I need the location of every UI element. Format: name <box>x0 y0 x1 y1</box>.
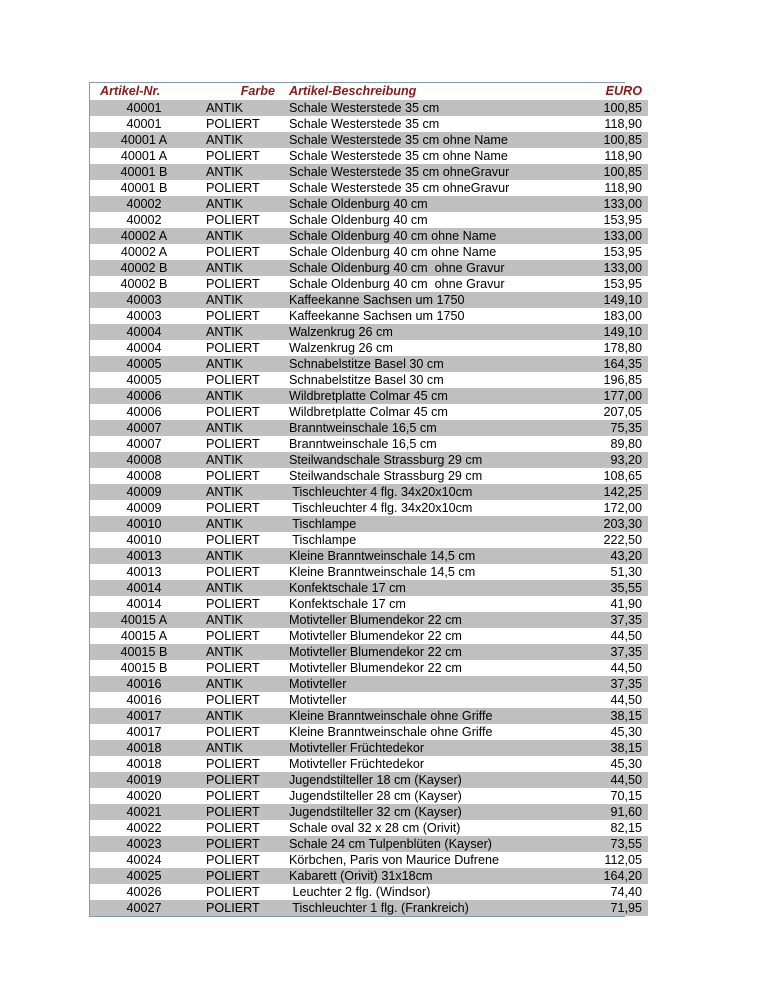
farbe-cell: ANTIK <box>198 260 281 276</box>
artikel-nr-cell: 40023 <box>90 836 198 852</box>
table-row <box>90 516 648 532</box>
table-row <box>90 212 648 228</box>
farbe-cell: ANTIK <box>198 612 281 628</box>
artikel-nr-cell: 40001 B <box>90 180 198 196</box>
artikel-nr-cell: 40001 <box>90 116 198 132</box>
artikel-nr-cell: 40001 <box>90 100 198 116</box>
farbe-cell: POLIERT <box>198 148 281 164</box>
euro-cell: 153,95 <box>547 212 648 228</box>
beschreibung-cell: Jugendstilteller 18 cm (Kayser) <box>281 772 547 788</box>
table-row <box>90 500 648 516</box>
artikel-nr-cell: 40015 B <box>90 660 198 676</box>
farbe-cell: POLIERT <box>198 596 281 612</box>
beschreibung-cell: Motivteller Früchtedekor <box>281 756 547 772</box>
artikel-nr-cell: 40002 B <box>90 276 198 292</box>
euro-cell: 51,30 <box>547 564 648 580</box>
artikel-nr-cell: 40001 B <box>90 164 198 180</box>
beschreibung-cell: Kaffeekanne Sachsen um 1750 <box>281 308 547 324</box>
farbe-cell: POLIERT <box>198 276 281 292</box>
euro-cell: 44,50 <box>547 628 648 644</box>
farbe-cell: POLIERT <box>198 564 281 580</box>
artikel-nr-cell: 40005 <box>90 372 198 388</box>
euro-cell: 133,00 <box>547 260 648 276</box>
table-row <box>90 564 648 580</box>
table-row <box>90 356 648 372</box>
euro-cell: 89,80 <box>547 436 648 452</box>
table-row <box>90 340 648 356</box>
table-row <box>90 164 648 180</box>
table-row <box>90 708 648 724</box>
euro-cell: 203,30 <box>547 516 648 532</box>
farbe-cell: ANTIK <box>198 676 281 692</box>
euro-cell: 100,85 <box>547 100 648 116</box>
euro-cell: 207,05 <box>547 404 648 420</box>
beschreibung-cell: Motivteller Blumendekor 22 cm <box>281 612 547 628</box>
table-row <box>90 196 648 212</box>
artikel-nr-cell: 40027 <box>90 900 198 916</box>
euro-cell: 45,30 <box>547 724 648 740</box>
farbe-cell: POLIERT <box>198 788 281 804</box>
euro-cell: 75,35 <box>547 420 648 436</box>
table-row <box>90 116 648 132</box>
price-list-sheet <box>89 82 642 917</box>
table-row <box>90 628 648 644</box>
farbe-cell: ANTIK <box>198 324 281 340</box>
euro-cell: 93,20 <box>547 452 648 468</box>
artikel-nr-cell: 40014 <box>90 580 198 596</box>
header-euro: EURO <box>547 83 648 100</box>
farbe-cell: ANTIK <box>198 388 281 404</box>
farbe-cell: POLIERT <box>198 372 281 388</box>
table-row <box>90 724 648 740</box>
table-row <box>90 676 648 692</box>
artikel-nr-cell: 40002 <box>90 196 198 212</box>
farbe-cell: ANTIK <box>198 548 281 564</box>
farbe-cell: POLIERT <box>198 756 281 772</box>
artikel-nr-cell: 40017 <box>90 724 198 740</box>
artikel-nr-cell: 40019 <box>90 772 198 788</box>
artikel-nr-cell: 40015 B <box>90 644 198 660</box>
euro-cell: 153,95 <box>547 276 648 292</box>
table-row <box>90 580 648 596</box>
beschreibung-cell: Motivteller Blumendekor 22 cm <box>281 628 547 644</box>
euro-cell: 44,50 <box>547 660 648 676</box>
beschreibung-cell: Tischleuchter 4 flg. 34x20x10cm <box>281 484 547 500</box>
farbe-cell: POLIERT <box>198 820 281 836</box>
table-row <box>90 804 648 820</box>
table-row <box>90 692 648 708</box>
beschreibung-cell: Schale oval 32 x 28 cm (Orivit) <box>281 820 547 836</box>
beschreibung-cell: Tischlampe <box>281 532 547 548</box>
farbe-cell: POLIERT <box>198 660 281 676</box>
euro-cell: 108,65 <box>547 468 648 484</box>
euro-cell: 196,85 <box>547 372 648 388</box>
euro-cell: 91,60 <box>547 804 648 820</box>
euro-cell: 118,90 <box>547 180 648 196</box>
table-row <box>90 292 648 308</box>
farbe-cell: POLIERT <box>198 500 281 516</box>
table-row <box>90 100 648 116</box>
farbe-cell: POLIERT <box>198 532 281 548</box>
beschreibung-cell: Schale Westerstede 35 cm ohne Name <box>281 148 547 164</box>
artikel-nr-cell: 40006 <box>90 404 198 420</box>
artikel-nr-cell: 40010 <box>90 516 198 532</box>
artikel-nr-cell: 40001 A <box>90 132 198 148</box>
farbe-cell: POLIERT <box>198 340 281 356</box>
euro-cell: 133,00 <box>547 228 648 244</box>
euro-cell: 149,10 <box>547 292 648 308</box>
header-beschreibung: Artikel-Beschreibung <box>281 83 547 100</box>
artikel-nr-cell: 40002 A <box>90 244 198 260</box>
beschreibung-cell: Schnabelstitze Basel 30 cm <box>281 372 547 388</box>
euro-cell: 74,40 <box>547 884 648 900</box>
euro-cell: 133,00 <box>547 196 648 212</box>
beschreibung-cell: Steilwandschale Strassburg 29 cm <box>281 452 547 468</box>
table-row <box>90 308 648 324</box>
artikel-nr-cell: 40009 <box>90 484 198 500</box>
euro-cell: 44,50 <box>547 692 648 708</box>
beschreibung-cell: Schale Oldenburg 40 cm ohne Name <box>281 228 547 244</box>
euro-cell: 73,55 <box>547 836 648 852</box>
table-row <box>90 900 648 916</box>
euro-cell: 44,50 <box>547 772 648 788</box>
euro-cell: 100,85 <box>547 164 648 180</box>
artikel-nr-cell: 40006 <box>90 388 198 404</box>
beschreibung-cell: Branntweinschale 16,5 cm <box>281 420 547 436</box>
farbe-cell: POLIERT <box>198 628 281 644</box>
beschreibung-cell: Kleine Branntweinschale 14,5 cm <box>281 564 547 580</box>
table-row <box>90 484 648 500</box>
table-row <box>90 596 648 612</box>
table-row <box>90 740 648 756</box>
artikel-nr-cell: 40007 <box>90 420 198 436</box>
artikel-nr-cell: 40004 <box>90 324 198 340</box>
euro-cell: 38,15 <box>547 708 648 724</box>
farbe-cell: POLIERT <box>198 900 281 916</box>
beschreibung-cell: Schnabelstitze Basel 30 cm <box>281 356 547 372</box>
table-row <box>90 436 648 452</box>
artikel-nr-cell: 40021 <box>90 804 198 820</box>
table-row <box>90 548 648 564</box>
artikel-nr-cell: 40014 <box>90 596 198 612</box>
table-row <box>90 868 648 884</box>
farbe-cell: ANTIK <box>198 132 281 148</box>
farbe-cell: POLIERT <box>198 212 281 228</box>
beschreibung-cell: Steilwandschale Strassburg 29 cm <box>281 468 547 484</box>
beschreibung-cell: Schale Westerstede 35 cm <box>281 100 547 116</box>
euro-cell: 178,80 <box>547 340 648 356</box>
artikel-nr-cell: 40005 <box>90 356 198 372</box>
artikel-nr-cell: 40020 <box>90 788 198 804</box>
farbe-cell: ANTIK <box>198 420 281 436</box>
artikel-nr-cell: 40017 <box>90 708 198 724</box>
farbe-cell: POLIERT <box>198 836 281 852</box>
euro-cell: 149,10 <box>547 324 648 340</box>
artikel-nr-cell: 40018 <box>90 756 198 772</box>
artikel-nr-cell: 40024 <box>90 852 198 868</box>
farbe-cell: ANTIK <box>198 164 281 180</box>
beschreibung-cell: Wildbretplatte Colmar 45 cm <box>281 388 547 404</box>
artikel-nr-cell: 40002 B <box>90 260 198 276</box>
table-row <box>90 852 648 868</box>
euro-cell: 142,25 <box>547 484 648 500</box>
beschreibung-cell: Walzenkrug 26 cm <box>281 324 547 340</box>
euro-cell: 118,90 <box>547 116 648 132</box>
artikel-nr-cell: 40003 <box>90 308 198 324</box>
table-row <box>90 532 648 548</box>
euro-cell: 43,20 <box>547 548 648 564</box>
farbe-cell: POLIERT <box>198 852 281 868</box>
farbe-cell: POLIERT <box>198 436 281 452</box>
farbe-cell: POLIERT <box>198 244 281 260</box>
beschreibung-cell: Tischleuchter 4 flg. 34x20x10cm <box>281 500 547 516</box>
farbe-cell: ANTIK <box>198 708 281 724</box>
table-row <box>90 612 648 628</box>
beschreibung-cell: Motivteller Früchtedekor <box>281 740 547 756</box>
euro-cell: 71,95 <box>547 900 648 916</box>
beschreibung-cell: Motivteller <box>281 692 547 708</box>
euro-cell: 100,85 <box>547 132 648 148</box>
farbe-cell: POLIERT <box>198 884 281 900</box>
table-row <box>90 884 648 900</box>
artikel-nr-cell: 40022 <box>90 820 198 836</box>
beschreibung-cell: Konfektschale 17 cm <box>281 596 547 612</box>
farbe-cell: ANTIK <box>198 100 281 116</box>
beschreibung-cell: Jugendstilteller 32 cm (Kayser) <box>281 804 547 820</box>
beschreibung-cell: Kabarett (Orivit) 31x18cm <box>281 868 547 884</box>
beschreibung-cell: Schale Westerstede 35 cm ohneGravur <box>281 164 547 180</box>
artikel-nr-cell: 40001 A <box>90 148 198 164</box>
table-row <box>90 820 648 836</box>
table-body <box>90 100 648 916</box>
artikel-nr-cell: 40007 <box>90 436 198 452</box>
artikel-nr-cell: 40008 <box>90 468 198 484</box>
table-row <box>90 388 648 404</box>
artikel-nr-cell: 40009 <box>90 500 198 516</box>
beschreibung-cell: Motivteller Blumendekor 22 cm <box>281 660 547 676</box>
beschreibung-cell: Schale Westerstede 35 cm ohne Name <box>281 132 547 148</box>
beschreibung-cell: Konfektschale 17 cm <box>281 580 547 596</box>
farbe-cell: POLIERT <box>198 804 281 820</box>
table-row <box>90 180 648 196</box>
farbe-cell: ANTIK <box>198 644 281 660</box>
beschreibung-cell: Kleine Branntweinschale ohne Griffe <box>281 708 547 724</box>
beschreibung-cell: Tischlampe <box>281 516 547 532</box>
table-row <box>90 276 648 292</box>
euro-cell: 82,15 <box>547 820 648 836</box>
artikel-nr-cell: 40002 A <box>90 228 198 244</box>
farbe-cell: ANTIK <box>198 516 281 532</box>
farbe-cell: POLIERT <box>198 724 281 740</box>
table-row <box>90 228 648 244</box>
artikel-nr-cell: 40010 <box>90 532 198 548</box>
artikel-nr-cell: 40004 <box>90 340 198 356</box>
beschreibung-cell: Schale Oldenburg 40 cm ohne Name <box>281 244 547 260</box>
beschreibung-cell: Tischleuchter 1 flg. (Frankreich) <box>281 900 547 916</box>
farbe-cell: ANTIK <box>198 196 281 212</box>
beschreibung-cell: Schale 24 cm Tulpenblüten (Kayser) <box>281 836 547 852</box>
beschreibung-cell: Schale Oldenburg 40 cm ohne Gravur <box>281 260 547 276</box>
header-artikel-nr: Artikel-Nr. <box>90 83 198 100</box>
artikel-nr-cell: 40013 <box>90 564 198 580</box>
beschreibung-cell: Schale Oldenburg 40 cm <box>281 196 547 212</box>
farbe-cell: POLIERT <box>198 868 281 884</box>
beschreibung-cell: Schale Westerstede 35 cm ohneGravur <box>281 180 547 196</box>
table-row <box>90 772 648 788</box>
euro-cell: 37,35 <box>547 676 648 692</box>
euro-cell: 183,00 <box>547 308 648 324</box>
artikel-nr-cell: 40018 <box>90 740 198 756</box>
artikel-nr-cell: 40013 <box>90 548 198 564</box>
artikel-nr-cell: 40003 <box>90 292 198 308</box>
farbe-cell: ANTIK <box>198 740 281 756</box>
price-table <box>90 83 648 916</box>
farbe-cell: POLIERT <box>198 116 281 132</box>
euro-cell: 35,55 <box>547 580 648 596</box>
beschreibung-cell: Schale Westerstede 35 cm <box>281 116 547 132</box>
table-row <box>90 420 648 436</box>
euro-cell: 38,15 <box>547 740 648 756</box>
euro-cell: 41,90 <box>547 596 648 612</box>
euro-cell: 153,95 <box>547 244 648 260</box>
euro-cell: 45,30 <box>547 756 648 772</box>
farbe-cell: POLIERT <box>198 180 281 196</box>
beschreibung-cell: Branntweinschale 16,5 cm <box>281 436 547 452</box>
artikel-nr-cell: 40026 <box>90 884 198 900</box>
artikel-nr-cell: 40016 <box>90 676 198 692</box>
euro-cell: 172,00 <box>547 500 648 516</box>
table-row <box>90 404 648 420</box>
beschreibung-cell: Körbchen, Paris von Maurice Dufrene <box>281 852 547 868</box>
artikel-nr-cell: 40025 <box>90 868 198 884</box>
euro-cell: 222,50 <box>547 532 648 548</box>
farbe-cell: ANTIK <box>198 580 281 596</box>
farbe-cell: POLIERT <box>198 692 281 708</box>
euro-cell: 37,35 <box>547 644 648 660</box>
beschreibung-cell: Schale Oldenburg 40 cm <box>281 212 547 228</box>
euro-cell: 164,20 <box>547 868 648 884</box>
table-row <box>90 132 648 148</box>
table-row <box>90 452 648 468</box>
beschreibung-cell: Jugendstilteller 28 cm (Kayser) <box>281 788 547 804</box>
euro-cell: 37,35 <box>547 612 648 628</box>
header-row <box>90 83 648 100</box>
farbe-cell: ANTIK <box>198 292 281 308</box>
beschreibung-cell: Motivteller <box>281 676 547 692</box>
farbe-cell: ANTIK <box>198 484 281 500</box>
beschreibung-cell: Schale Oldenburg 40 cm ohne Gravur <box>281 276 547 292</box>
euro-cell: 177,00 <box>547 388 648 404</box>
table-row <box>90 788 648 804</box>
farbe-cell: POLIERT <box>198 404 281 420</box>
euro-cell: 112,05 <box>547 852 648 868</box>
euro-cell: 118,90 <box>547 148 648 164</box>
table-row <box>90 836 648 852</box>
artikel-nr-cell: 40002 <box>90 212 198 228</box>
farbe-cell: POLIERT <box>198 308 281 324</box>
beschreibung-cell: Leuchter 2 flg. (Windsor) <box>281 884 547 900</box>
table-row <box>90 644 648 660</box>
artikel-nr-cell: 40015 A <box>90 628 198 644</box>
artikel-nr-cell: 40016 <box>90 692 198 708</box>
table-row <box>90 324 648 340</box>
farbe-cell: POLIERT <box>198 772 281 788</box>
artikel-nr-cell: 40015 A <box>90 612 198 628</box>
beschreibung-cell: Kaffeekanne Sachsen um 1750 <box>281 292 547 308</box>
table-row <box>90 372 648 388</box>
beschreibung-cell: Walzenkrug 26 cm <box>281 340 547 356</box>
table-row <box>90 756 648 772</box>
farbe-cell: ANTIK <box>198 356 281 372</box>
euro-cell: 164,35 <box>547 356 648 372</box>
beschreibung-cell: Kleine Branntweinschale ohne Griffe <box>281 724 547 740</box>
beschreibung-cell: Kleine Branntweinschale 14,5 cm <box>281 548 547 564</box>
beschreibung-cell: Motivteller Blumendekor 22 cm <box>281 644 547 660</box>
farbe-cell: POLIERT <box>198 468 281 484</box>
beschreibung-cell: Wildbretplatte Colmar 45 cm <box>281 404 547 420</box>
table-row <box>90 148 648 164</box>
farbe-cell: ANTIK <box>198 228 281 244</box>
table-row <box>90 260 648 276</box>
table-row <box>90 660 648 676</box>
farbe-cell: ANTIK <box>198 452 281 468</box>
table-row <box>90 468 648 484</box>
header-farbe: Farbe <box>198 83 281 100</box>
table-row <box>90 244 648 260</box>
artikel-nr-cell: 40008 <box>90 452 198 468</box>
euro-cell: 70,15 <box>547 788 648 804</box>
